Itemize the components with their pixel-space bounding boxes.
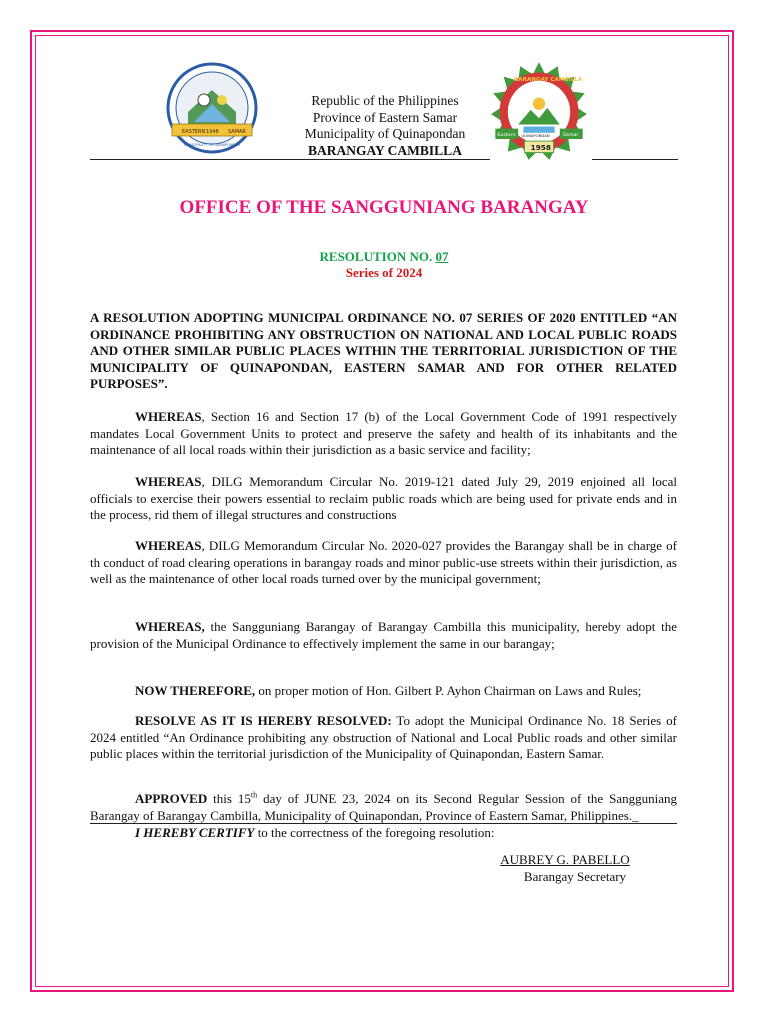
header-republic: Republic of the Philippines [311,93,459,108]
resolution-number: 07 [435,249,449,264]
left-seal-banner-right: SAMAR [228,129,246,135]
resolve-paragraph: RESOLVE AS IT IS HEREBY RESOLVED: To adopt the Municipal Ordinance No. 18 Series of 2024 entitled “An Ordinance prohibiting any obstruction of National and Local Public roads and other similar public places within the territorial jurisdiction of the Municipality of Quinapondan, Eastern Samar. [90,713,677,761]
certification-line: I HEREBY CERTIFY to the correctness of the foregoing resolution: [135,825,495,840]
signatory-title: Barangay Secretary [523,868,627,884]
right-seal-inner-text: QUINAPONDAN [521,133,550,138]
approved-paragraph: APPROVED this 15th day of JUNE 23, 2024 on its Second Regular Session of the Sangguniang Barangay of Barangay Cambilla, Municipality of Quinapondan, Province of Eastern Samar, Philippines._ [90,790,677,823]
header-province: Province of Eastern Samar [312,109,458,125]
resolution-title: A RESOLUTION ADOPTING MUNICIPAL ORDINANCE NO. 07 SERIES OF 2020 ENTITLED “AN ORDINANCE PROHIBITING ANY OBSTRUCTION ON NATIONAL AND LOCAL PUBLIC ROADS AND OTHER SIMILAR PUBLIC PLACES WITHIN THE TERRITORIAL JURISDICTION OF THE MUNICIPALITY OF QUINAPONDAN, EASTERN SAMAR AND FOR OTHER RELATED PURPOSES”. [90,310,677,391]
whereas-paragraph-2: WHEREAS, DILG Memorandum Circular No. 2019-121 dated July 29, 2019 enjoined all local officials to exercise their powers essential to reclaim public roads which are being used for private ends and in the process, rid them of illegal structures and constructions [90,474,677,522]
resolution-label: RESOLUTION NO. [319,249,436,264]
signatory-name: AUBREY G. PABELLO [500,852,630,867]
left-seal-banner-left: EASTERN [182,129,206,135]
letterhead [280,93,490,159]
right-seal-year: 1958 [530,142,551,152]
left-seal-banner-center: 1948 [206,129,219,135]
right-seal-right-label: Samar [562,132,579,138]
right-seal-left-label: Eastern [497,132,516,138]
approved-rule [90,823,677,824]
right-seal-ring-text: BARANGAY CAMBILLA [514,76,583,83]
header-rule-right [592,159,678,160]
municipal-seal-icon [162,60,262,160]
left-seal-ring-text: MUNICIPALITY OF QUINAPONDAN [184,143,240,147]
resolution-heading [0,249,768,281]
whereas-paragraph-1: WHEREAS, Section 16 and Section 17 (b) of the Local Government Code of 1991 respectively mandates Local Government Units to protect and preserve the safety and health of its inhabitants and the maintenance of all local roads within their jurisdiction as a basic service and facility; [90,409,677,457]
whereas-paragraph-3: WHEREAS, DILG Memorandum Circular No. 2020-027 provides the Barangay shall be in charge of th conduct of road clearing operations in barangay roads and minor public-use streets within their jurisdiction, as well as the maintenance of other local roads turned over by the municipal government; [90,538,677,586]
header-municipality: Municipality of Quinapondan [304,126,466,141]
resolution-series: Series of 2024 [345,265,423,280]
barangay-seal-icon [487,60,591,164]
whereas-paragraph-4: WHEREAS, the Sangguniang Barangay of Barangay Cambilla this municipality, hereby adopt the provision of the Municipal Ordinance to effectively implement the same in our barangay; [90,619,677,651]
office-title: OFFICE OF THE SANGGUNIANG BARANGAY [179,197,589,218]
now-therefore-paragraph: NOW THEREFORE, on proper motion of Hon. Gilbert P. Ayhon Chairman on Laws and Rules; [135,683,642,698]
header-rule-left [90,159,490,160]
header-barangay: BARANGAY CAMBILLA [308,142,462,158]
signatory [490,852,640,885]
